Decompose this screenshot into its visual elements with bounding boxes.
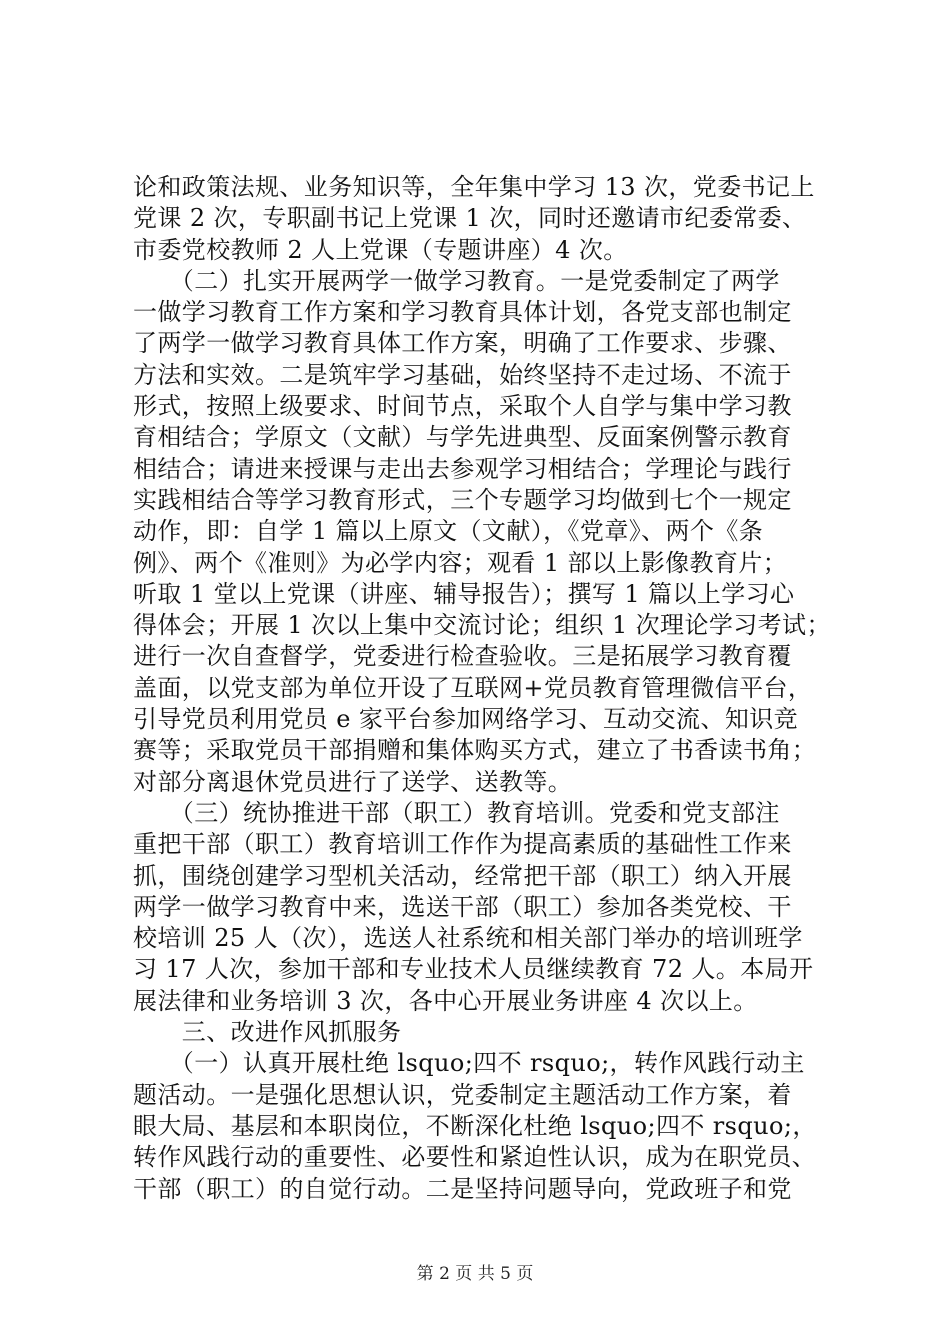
- text-line: （一）认真开展杜绝 lsquo;四不 rsquo;，转作风践行动主: [133, 1049, 805, 1078]
- text-line: 两学一做学习教育中来，选送干部（职工）参加各类党校、干: [133, 892, 792, 921]
- section-heading: 三、改进作风抓服务: [133, 1018, 402, 1047]
- text-line: 论和政策法规、业务知识等，全年集中学习 13 次，党委书记上: [133, 173, 815, 201]
- text-line: 实践相结合等学习教育形式，三个专题学习均做到七个一规定: [133, 485, 792, 514]
- text-line: 盖面，以党支部为单位开设了互联网+党员教育管理微信平台，: [133, 673, 813, 702]
- text-line: 相结合；请进来授课与走出去参观学习相结合；学理论与践行: [133, 454, 792, 483]
- text-line: 进行一次自查督学，党委进行检查验收。三是拓展学习教育覆: [133, 642, 792, 671]
- text-line: 眼大局、基层和本职岗位，不断深化杜绝 lsquo;四不 rsquo;，: [133, 1111, 817, 1140]
- text-line: 习 17 人次，参加干部和专业技术人员继续教育 72 人。本局开: [133, 955, 814, 984]
- text-line: 形式，按照上级要求、时间节点，采取个人自学与集中学习教: [133, 392, 792, 421]
- text-line: 展法律和业务培训 3 次，各中心开展业务讲座 4 次以上。: [133, 986, 758, 1015]
- text-line: 题活动。一是强化思想认识，党委制定主题活动工作方案，着: [133, 1080, 792, 1109]
- text-line: 育相结合；学原文（文献）与学先进典型、反面案例警示教育: [133, 423, 792, 452]
- text-line: 重把干部（职工）教育培训工作作为提高素质的基础性工作来: [133, 830, 792, 859]
- text-line: 听取 1 堂以上党课（讲座、辅导报告）；撰写 1 篇以上学习心: [133, 579, 795, 608]
- text-line: 校培训 25 人（次），选送人社系统和相关部门举办的培训班学: [133, 924, 803, 953]
- text-line: （三）统协推进干部（职工）教育培训。党委和党支部注: [133, 798, 780, 827]
- text-line: 动作，即：自学 1 篇以上原文（文献），《党章》、两个《条: [133, 517, 764, 546]
- text-line: 得体会；开展 1 次以上集中交流讨论；组织 1 次理论学习考试；: [133, 611, 831, 640]
- text-line: 例》、两个《准则》为必学内容；观看 1 部以上影像教育片；: [133, 548, 788, 577]
- text-line: 方法和实效。二是筑牢学习基础，始终坚持不走过场、不流于: [133, 360, 792, 389]
- body-text: [133, 172, 831, 1205]
- text-line: 市委党校教师 2 人上党课（专题讲座）4 次。: [133, 235, 628, 264]
- text-line: 一做学习教育工作方案和学习教育具体计划，各党支部也制定: [133, 298, 792, 327]
- text-line: 了两学一做学习教育具体工作方案，明确了工作要求、步骤、: [133, 329, 792, 358]
- text-line: 干部（职工）的自觉行动。二是坚持问题导向，党政班子和党: [133, 1174, 792, 1203]
- text-line: 党课 2 次，专职副书记上党课 1 次，同时还邀请市纪委常委、: [133, 204, 807, 233]
- text-line: 转作风践行动的重要性、必要性和紧迫性认识，成为在职党员、: [133, 1143, 817, 1172]
- text-line: （二）扎实开展两学一做学习教育。一是党委制定了两学: [133, 266, 780, 295]
- text-line: 赛等；采取党员干部捐赠和集体购买方式，建立了书香读书角；: [133, 736, 817, 765]
- page-number-footer: 第 2 页 共 5 页: [416, 1264, 534, 1284]
- text-line: 对部分离退休党员进行了送学、送教等。: [133, 767, 573, 796]
- text-line: 引导党员利用党员 e 家平台参加网络学习、互动交流、知识竞: [133, 705, 799, 734]
- text-line: 抓，围绕创建学习型机关活动，经常把干部（职工）纳入开展: [133, 861, 792, 890]
